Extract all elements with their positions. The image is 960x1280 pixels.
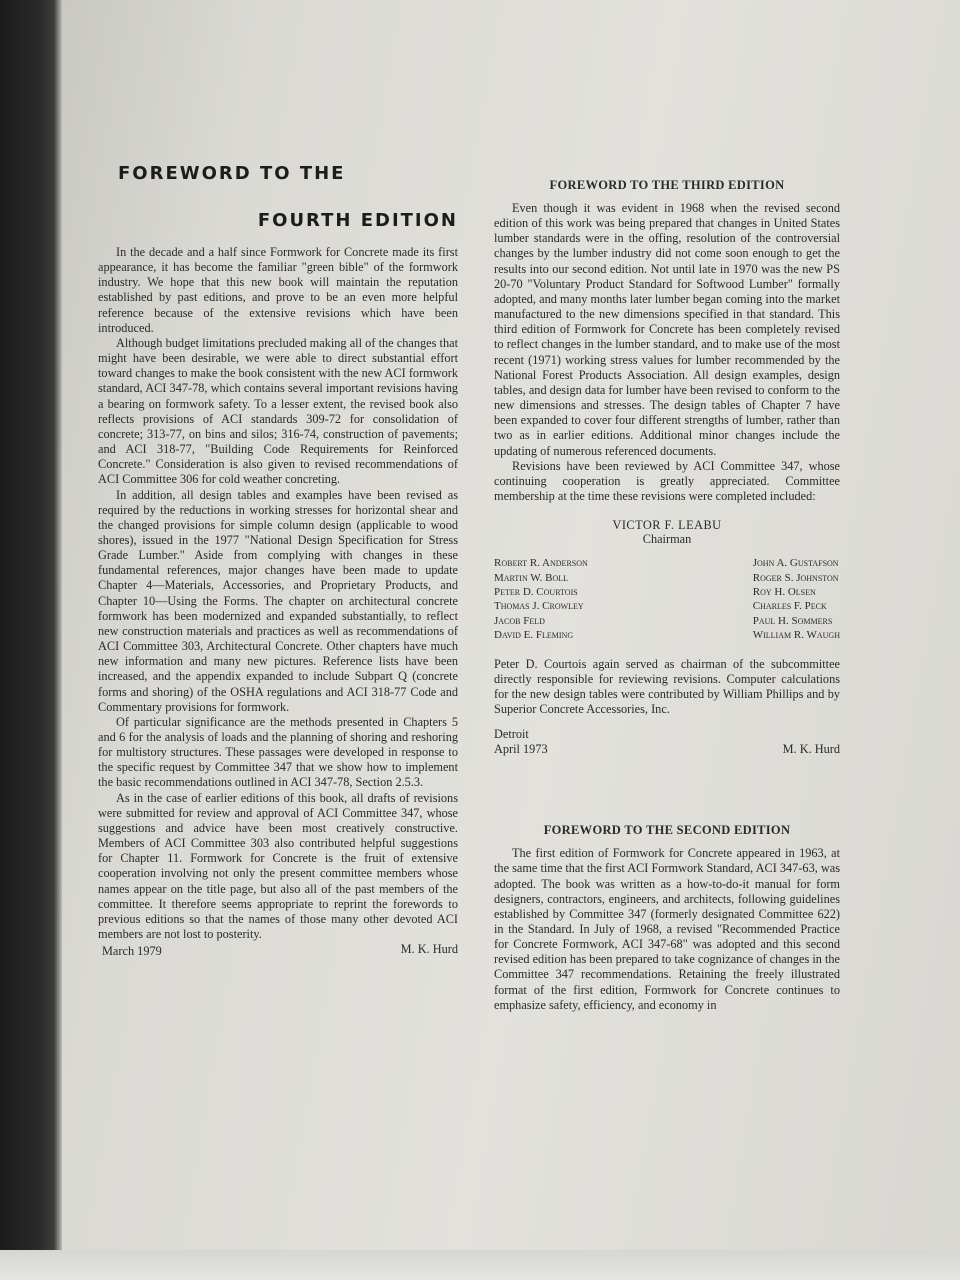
paragraph: Even though it was evident in 1968 when the revised second edition of this work was being prepared that changes in United States lumber standards were in the offing, resolution of the controversial changes by the lumber industry did not come soon enough to get the results into our second edition. Not until late in 1970 was the new PS 20-70 "Voluntary Product Standard for Softwood Lumber" formally adopted, and many months later lumber began coming into the market manufactured to the new dimensions specified in that standard. This third edition of Formwork for Concrete has been completely revised to reflect changes in the lumber standard, and to make use of the most recent (1971) working stress values for lumber recommended by the National Forest Products Association. All design examples, design tables, and design data for lumber have been revised to conform to the new dimensions and stresses. The design tables of Chapter 7 have been expanded to cover four different strengths of lumber, rather than two as in earlier editions. Additional minor changes include the updating of numerous referenced documents. [494,201,840,458]
paragraph: Of particular significance are the methods presented in Chapters 5 and 6 for the analysis of loads and the planning of shoring and reshoring for multistory structures. These passages were developed in response to the specific request by Committee 347 that we show how to implement the basic recommendations outlined in ACI 347-78, Section 2.5.3. [98,714,458,790]
second-edition-heading: FOREWORD TO THE SECOND EDITION [543,823,791,838]
book-spine [0,0,62,1280]
chairman-name: VICTOR F. LEABU [612,518,722,533]
place: Detroit [494,727,529,742]
signature-line [98,942,458,959]
paragraph: The first edition of Formwork for Concrete appeared in 1963, at the same time that the first ACI Formwork Standard, ACI 347-63, was adopted. The book was written as a how-to-do-it manual for form designers, contractors, engineers, and architects, following guidelines established by Committee 347 (formerly designated Committee 622) in the Standard. In July of 1968, a revised "Recommended Practice for Concrete Formwork, ACI 347-68" was adopted and this second revised edition has been prepared to take cognizance of changes in the Committee 347 recommendations. Retaining the freely illustrated format of the first edition, Formwork for Concrete continues to emphasize safety, efficiency, and economy in [494,846,840,1012]
paragraph: Although budget limitations precluded making all of the changes that might have been desirable, we were able to direct substantial effort toward changes to make the book consistent with the new ACI formwork standard, ACI 347-78, which contains several important revisions having a bearing on formwork safety. To a lesser extent, the revised book also reflects provisions of ACI standards 309-72 for consolidation of concrete; 313-77, on bins and silos; 316-74, construction of pavements; and ACI 318-77, "Building Code Requirements for Reinforced Concrete." Consideration is also given to revised recommendations of ACI Committee 306 for cold weather concreting. [98,335,458,487]
members-right-column [753,556,840,642]
author: M. K. Hurd [782,742,840,757]
member-name: Thomas J. Crowley [494,600,584,613]
paragraph: In the decade and a half since Formwork for Concrete made its first appearance, it has become the familiar "green bible" of the formwork industry. We hope that this new book will maintain the reputation established by past editions, and prove to be an even more helpful reference because of the extensive revisions which have been introduced. [98,245,458,335]
foreword-fourth-edition [98,155,458,959]
chairman-title: Chairman [642,532,692,547]
date: March 1979 [102,944,162,959]
paragraph: As in the case of earlier editions of this book, all drafts of revisions were submitted for review and approval of ACI Committee 347, whose suggestions and advice have been most creatively constructive. Members of ACI Committee 303 also contributed helpful suggestions for Chapter 11. Formwork for Concrete is the fruit of extensive cooperation involving not only the present committee members whose names appear on the title page, but also all of the past members of the committee. It therefore seems appropriate to reprint the forewords to previous editions so that the names of those many other devoted ACI members are not lost to posterity. [98,790,458,942]
member-name: John A. Gustafson [752,557,839,570]
member-name: Peter D. Courtois [494,585,578,598]
chairman-block [494,518,840,546]
paragraph: In addition, all design tables and examples have been revised as required by the reductions in working stresses for horizontal shear and the changed provisions for simple column design (applicable to wood shores), issued in the 1977 "National Design Specification for Stress Grade Lumber." Aside from complying with changes in these fundamental references, major changes have been made to update Chapter 4—Materials, Accessories, and Proprietary Products, and Chapter 10—Using the Forms. The chapter on architectural concrete formwork has been modernized and expanded substantially, to reflect new construction materials and practices as well as recommendations of ACI Committee 303, Architectural Concrete. Other chapters have much new information and many new pictures. Reference lists have been increased, and the appendix expanded to include Subpart Q (concrete forms and shoring) of the OSHA regulations and ACI 318-77 Code and Commentary provisions for formwork. [98,487,458,714]
member-name: Paul H. Sommers [752,614,833,627]
right-column [494,178,840,1013]
foreword-second-edition [494,823,840,1013]
committee-members [494,556,840,642]
member-name: Charles F. Peck [752,600,827,613]
member-name: Roy H. Olsen [752,585,816,598]
author: M. K. Hurd [400,942,458,957]
title-line-1: FOREWORD TO THE [118,163,346,184]
table-surface [0,1250,960,1280]
paragraph: Revisions have been reviewed by ACI Committee 347, whose continuing cooperation is greatly appreciated. Committee membership at the time these revisions were completed included: [494,458,840,503]
member-name: Jacob Feld [494,614,545,627]
title-line-2: FOURTH EDITION [257,210,458,231]
member-name: David E. Fleming [494,629,574,642]
fourth-edition-body [98,245,458,942]
member-name: Roger S. Johnston [752,571,839,584]
foreword-third-edition [494,178,840,757]
date: April 1973 [494,742,548,757]
member-name: William R. Waugh [752,629,840,642]
members-left-column [494,556,588,642]
closing-paragraph: Peter D. Courtois again served as chairman of the subcommittee directly responsible for reviewing revisions. Computer calculations for the new design tables were contributed by William Phillips and by Superior Concrete Accessories, Inc. [494,656,840,717]
member-name: Martin W. Boll [494,571,569,584]
signature-line [494,727,840,757]
third-edition-heading: FOREWORD TO THE THIRD EDITION [549,178,785,192]
book-page [62,0,960,1250]
member-name: Robert R. Anderson [494,557,588,570]
